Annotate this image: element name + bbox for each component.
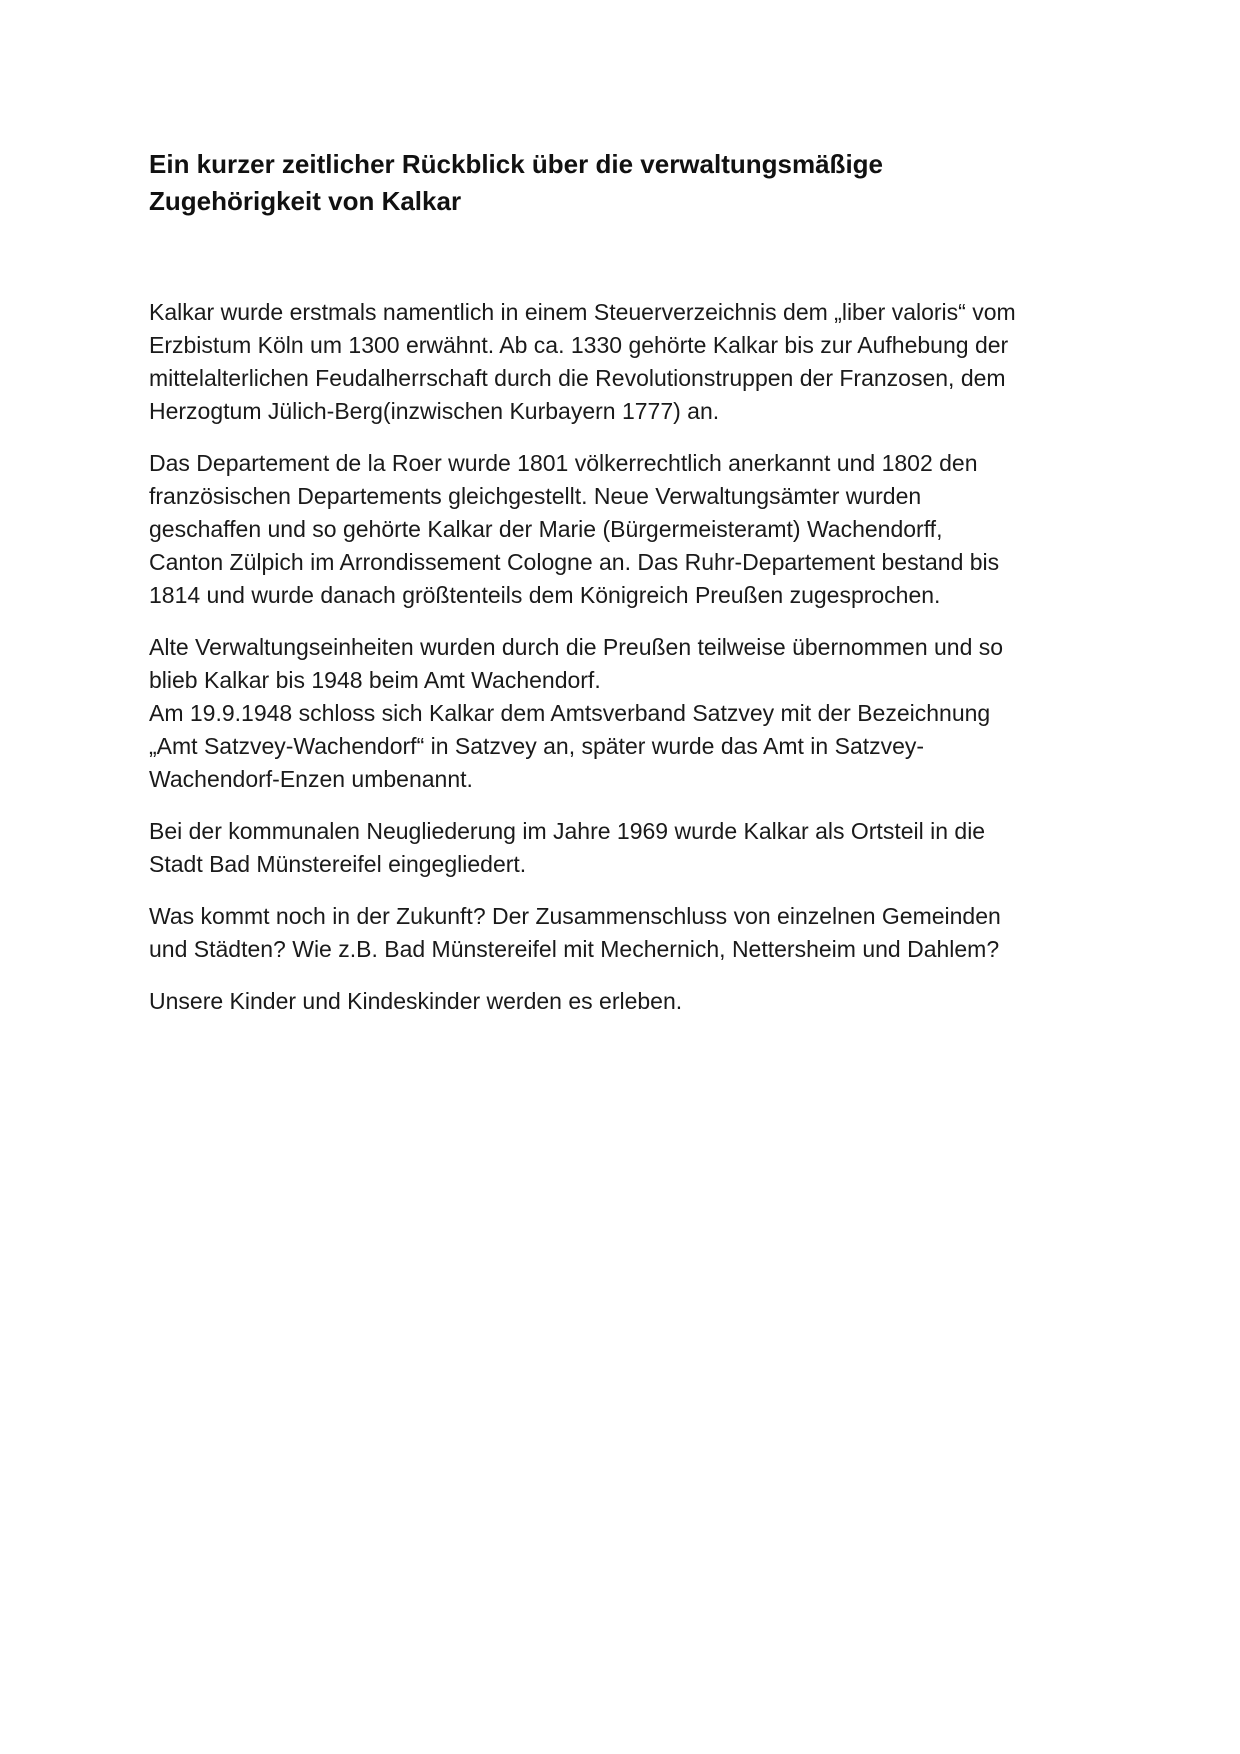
text-line: 1814 und wurde danach größtenteils dem Königreich Preußen zugesprochen. bbox=[149, 582, 941, 608]
text-line: Bei der kommunalen Neugliederung im Jahre 1969 wurde Kalkar als Ortsteil in die bbox=[149, 818, 986, 844]
paragraph-prussian-era bbox=[149, 631, 1109, 796]
text-line: Stadt Bad Münstereifel eingegliedert. bbox=[149, 851, 527, 877]
title-line: Zugehörigkeit von Kalkar bbox=[149, 186, 462, 216]
paragraph-future-question bbox=[149, 900, 1109, 966]
text-line: und Städten? Wie z.B. Bad Münstereifel mit Mechernich, Nettersheim und Dahlem? bbox=[149, 936, 1000, 962]
text-line: Kalkar wurde erstmals namentlich in einem Steuerverzeichnis dem „liber valoris“ vom bbox=[149, 299, 1016, 325]
text-line: Canton Zülpich im Arrondissement Cologne an. Das Ruhr-Departement bestand bis bbox=[149, 549, 1000, 575]
paragraph-french-era bbox=[149, 447, 1109, 612]
text-line: Unsere Kinder und Kindeskinder werden es erleben. bbox=[149, 988, 683, 1014]
text-line: blieb Kalkar bis 1948 beim Amt Wachendorf. bbox=[149, 667, 601, 693]
text-line: Das Departement de la Roer wurde 1801 völkerrechtlich anerkannt und 1802 den bbox=[149, 450, 978, 476]
text-line: Alte Verwaltungseinheiten wurden durch die Preußen teilweise übernommen und so bbox=[149, 634, 1004, 660]
text-line: mittelalterlichen Feudalherrschaft durch die Revolutionstruppen der Franzosen, dem bbox=[149, 365, 1006, 391]
paragraph-first-mention bbox=[149, 296, 1109, 428]
text-line: Erzbistum Köln um 1300 erwähnt. Ab ca. 1330 gehörte Kalkar bis zur Aufhebung der bbox=[149, 332, 1009, 358]
text-line: „Amt Satzvey-Wachendorf“ in Satzvey an, später wurde das Amt in Satzvey- bbox=[149, 733, 925, 759]
text-line: französischen Departements gleichgestellt. Neue Verwaltungsämter wurden bbox=[149, 483, 922, 509]
document-body bbox=[149, 296, 1109, 1037]
text-line: geschaffen und so gehörte Kalkar der Marie (Bürgermeisteramt) Wachendorff, bbox=[149, 516, 943, 542]
page-title bbox=[149, 146, 1109, 220]
text-line: Herzogtum Jülich-Berg(inzwischen Kurbayern 1777) an. bbox=[149, 398, 720, 424]
title-line: Ein kurzer zeitlicher Rückblick über die verwaltungsmäßige bbox=[149, 149, 884, 179]
text-line: Was kommt noch in der Zukunft? Der Zusammenschluss von einzelnen Gemeinden bbox=[149, 903, 1001, 929]
text-line: Wachendorf-Enzen umbenannt. bbox=[149, 766, 473, 792]
paragraph-reorganization-1969 bbox=[149, 815, 1109, 881]
text-line: Am 19.9.1948 schloss sich Kalkar dem Amtsverband Satzvey mit der Bezeichnung bbox=[149, 700, 991, 726]
paragraph-closing bbox=[149, 985, 1109, 1018]
